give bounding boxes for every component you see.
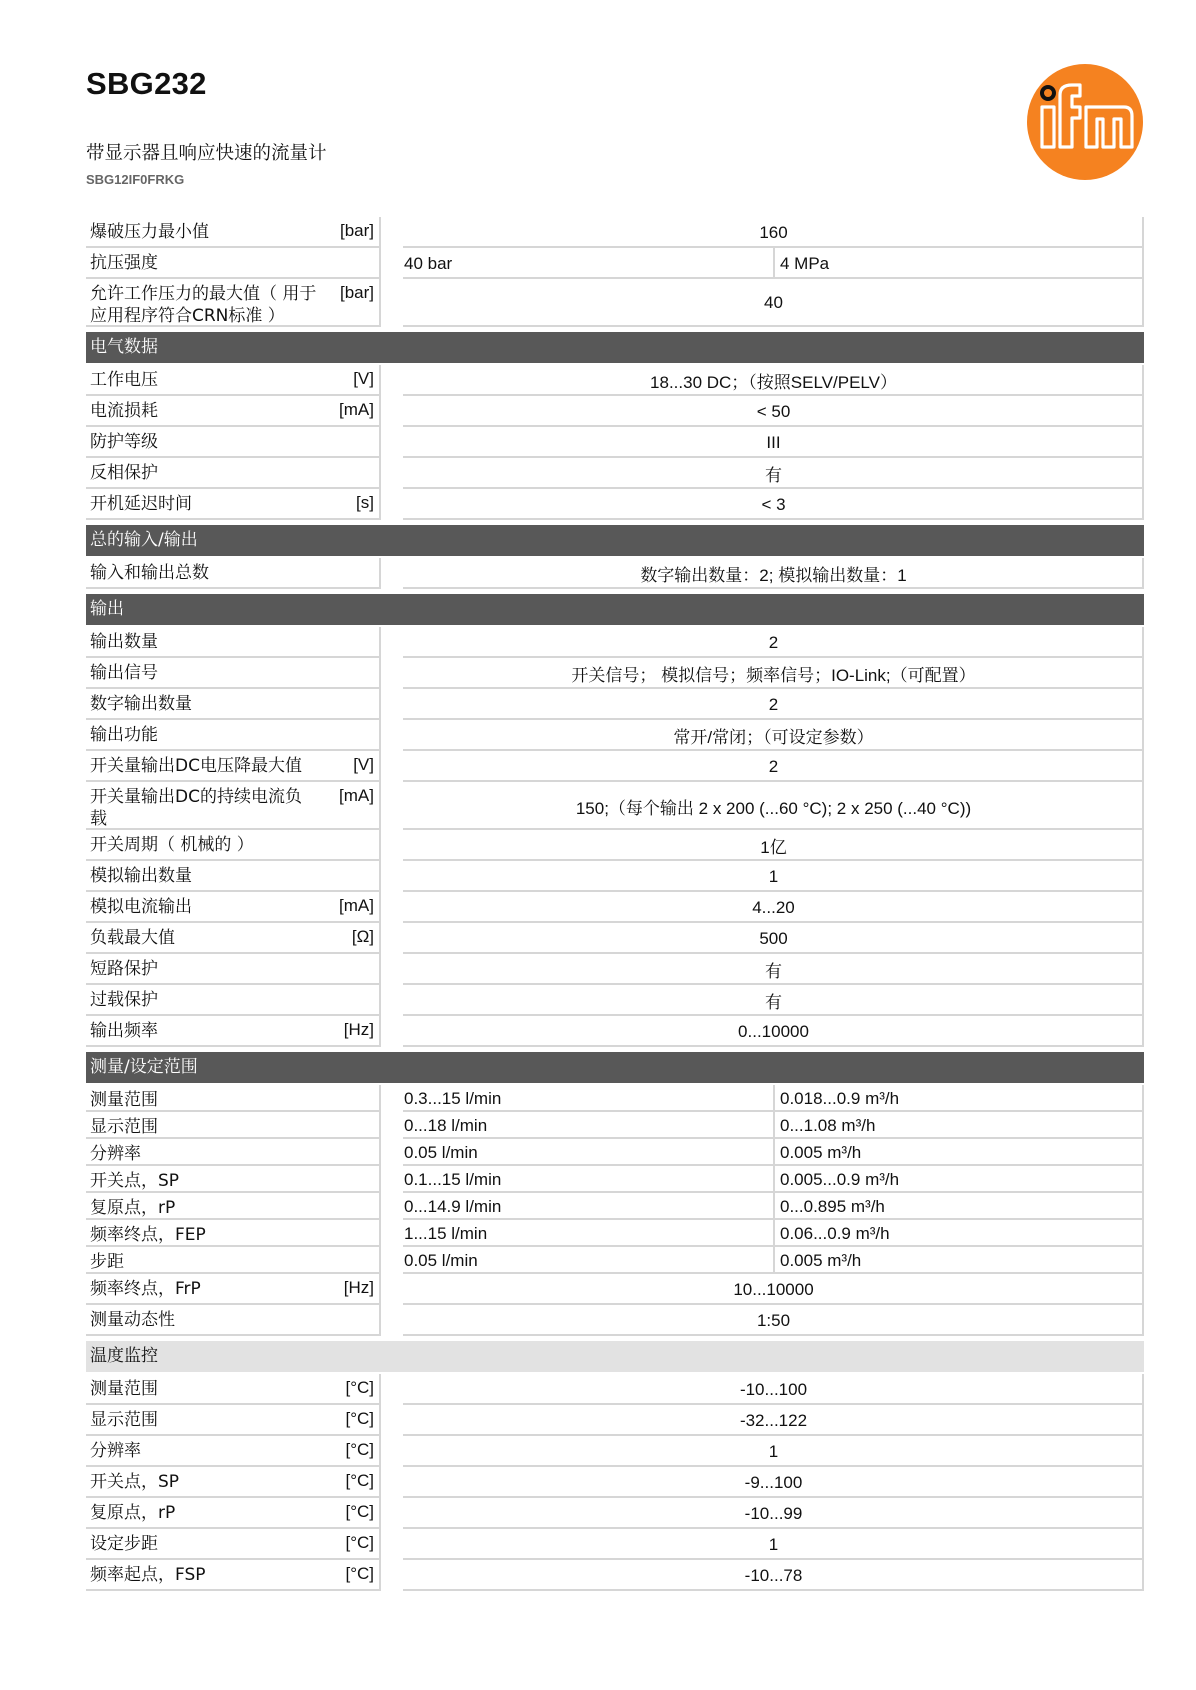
spec-value: 500 — [759, 928, 788, 948]
spec-row — [86, 489, 1144, 520]
spec-row — [86, 1436, 1144, 1467]
spec-table — [86, 217, 1144, 1591]
spec-value-primary: 1...15 l/min — [403, 1220, 775, 1247]
spec-value-secondary: 0.06...0.9 m³/h — [780, 1223, 890, 1243]
spec-label: 复原点，rP — [90, 1198, 176, 1218]
spec-label-cell — [86, 217, 381, 248]
spec-value: 10...10000 — [733, 1279, 814, 1299]
spec-value: < 3 — [761, 494, 786, 514]
spec-value-cell — [403, 627, 1144, 658]
spec-value-cell — [403, 558, 1144, 589]
spec-row — [86, 1305, 1144, 1336]
spec-value: -9...100 — [744, 1472, 803, 1492]
spec-label-cell — [86, 365, 381, 396]
product-title: SBG232 — [86, 66, 207, 101]
spec-label-cell — [86, 861, 381, 892]
spec-label: 输出数量 — [90, 632, 158, 652]
spec-value-cell — [403, 1560, 1144, 1591]
spec-value-primary: 0.05 l/min — [403, 1139, 775, 1166]
spec-label-cell — [86, 1498, 381, 1529]
spec-unit: [°C] — [345, 1471, 374, 1490]
spec-value: III — [766, 432, 781, 452]
spec-label-cell — [86, 954, 381, 985]
spec-value-cell — [403, 1436, 1144, 1467]
spec-label-cell — [86, 396, 381, 427]
spec-row — [86, 558, 1144, 589]
spec-row — [86, 923, 1144, 954]
spec-value-cell — [403, 489, 1144, 520]
spec-label: 模拟输出数量 — [90, 866, 192, 886]
spec-label-cell — [86, 1467, 381, 1498]
spec-label-cell — [86, 720, 381, 751]
spec-label-cell — [86, 689, 381, 720]
spec-value-cell — [403, 427, 1144, 458]
spec-label: 开关点，SP — [90, 1171, 180, 1191]
spec-value-primary: 0.3...15 l/min — [403, 1085, 775, 1112]
spec-row — [86, 658, 1144, 689]
spec-unit: [Hz] — [343, 1020, 374, 1039]
spec-value-cell — [403, 1247, 1144, 1274]
spec-unit: [mA] — [339, 400, 374, 419]
spec-label: 输出信号 — [90, 663, 158, 683]
spec-value-cell — [403, 1166, 1144, 1193]
spec-value-cell — [403, 279, 1144, 327]
spec-value-cell — [403, 1305, 1144, 1336]
spec-row — [86, 892, 1144, 923]
spec-value-cell — [403, 1139, 1144, 1166]
spec-label-cell — [86, 627, 381, 658]
spec-value: 1亿 — [760, 838, 787, 857]
spec-row — [86, 458, 1144, 489]
spec-label: 抗压强度 — [90, 253, 158, 273]
spec-value: -10...99 — [744, 1503, 803, 1523]
spec-label-cell — [86, 1374, 381, 1405]
spec-value: 开关信号； 模拟信号；频率信号；IO-Link;（可配置） — [571, 666, 976, 685]
spec-value-primary: 0...18 l/min — [403, 1112, 775, 1139]
spec-value-cell — [403, 1274, 1144, 1305]
spec-label-cell — [86, 985, 381, 1016]
spec-value-secondary: 0.005 m³/h — [780, 1250, 862, 1270]
spec-value: 1 — [768, 1534, 779, 1554]
spec-value: < 50 — [756, 401, 791, 421]
spec-value-cell — [403, 1467, 1144, 1498]
spec-value: 18...30 DC；（按照SELV/PELV） — [650, 373, 897, 392]
spec-value-secondary: 0.005...0.9 m³/h — [780, 1169, 900, 1189]
spec-value-cell — [403, 1085, 1144, 1112]
spec-label: 频率终点，FrP — [90, 1279, 201, 1299]
spec-label: 电流损耗 — [90, 401, 158, 421]
section-header: 输出 — [86, 594, 1144, 625]
spec-label: 开关周期（ 机械的 ） — [90, 835, 254, 855]
spec-label-cell — [86, 1529, 381, 1560]
section-header: 电气数据 — [86, 332, 1144, 363]
spec-value-primary: 40 bar — [403, 248, 775, 279]
spec-value-secondary: 0...0.895 m³/h — [780, 1196, 885, 1216]
spec-label-cell — [86, 458, 381, 489]
spec-label-cell — [86, 1247, 381, 1274]
spec-value: 40 — [764, 293, 783, 312]
spec-label: 设定步距 — [90, 1534, 158, 1554]
spec-label-cell — [86, 1112, 381, 1139]
spec-value-cell — [403, 985, 1144, 1016]
section-header: 总的输入/输出 — [86, 525, 1144, 556]
spec-label: 频率起点，FSP — [90, 1565, 206, 1585]
spec-value: 有 — [765, 993, 782, 1012]
spec-value: -32...122 — [739, 1410, 808, 1430]
spec-row — [86, 1139, 1144, 1166]
spec-label-cell — [86, 558, 381, 589]
spec-value-cell — [403, 720, 1144, 751]
spec-value: 2 — [768, 756, 779, 776]
spec-value-cell — [403, 458, 1144, 489]
spec-label-cell — [86, 923, 381, 954]
spec-label-cell — [86, 1166, 381, 1193]
section-header: 温度监控 — [86, 1341, 1144, 1372]
spec-unit: [mA] — [339, 896, 374, 915]
spec-row — [86, 861, 1144, 892]
spec-unit: [°C] — [345, 1502, 374, 1521]
spec-value-cell — [403, 1193, 1144, 1220]
spec-unit: [mA] — [339, 786, 374, 805]
spec-row — [86, 279, 1144, 327]
spec-label-cell — [86, 1193, 381, 1220]
spec-unit: [°C] — [345, 1564, 374, 1583]
spec-value-cell — [403, 830, 1144, 861]
spec-label-cell — [86, 782, 381, 830]
spec-value-cell — [403, 1374, 1144, 1405]
spec-label: 显示范围 — [90, 1410, 158, 1430]
spec-label: 复原点，rP — [90, 1503, 176, 1523]
spec-label: 短路保护 — [90, 959, 158, 979]
spec-label: 输出功能 — [90, 725, 158, 745]
spec-row — [86, 1247, 1144, 1274]
spec-label: 开关量输出DC电压降最大值 — [90, 756, 302, 776]
spec-value-cell — [403, 396, 1144, 427]
spec-label: 开关量输出DC的持续电流负载 — [90, 787, 302, 829]
spec-label-cell — [86, 1016, 381, 1047]
spec-label-cell — [86, 1305, 381, 1336]
spec-row — [86, 954, 1144, 985]
spec-label-cell — [86, 892, 381, 923]
spec-label-cell — [86, 1274, 381, 1305]
spec-label-cell — [86, 1436, 381, 1467]
spec-unit: [°C] — [345, 1378, 374, 1397]
spec-row — [86, 985, 1144, 1016]
spec-unit: [°C] — [345, 1440, 374, 1459]
spec-label: 防护等级 — [90, 432, 158, 452]
spec-label: 频率终点，FEP — [90, 1225, 206, 1245]
spec-label-cell — [86, 658, 381, 689]
spec-value-cell — [403, 658, 1144, 689]
product-subtitle: 带显示器且响应快速的流量计 — [86, 143, 327, 164]
spec-unit: [Ω] — [351, 927, 374, 946]
section-header: 测量/设定范围 — [86, 1052, 1144, 1083]
spec-row — [86, 751, 1144, 782]
spec-label-cell — [86, 1560, 381, 1591]
spec-row — [86, 1560, 1144, 1591]
spec-value-secondary: 0.018...0.9 m³/h — [780, 1088, 900, 1108]
spec-value-primary: 0.1...15 l/min — [403, 1166, 775, 1193]
spec-value-cell — [403, 365, 1144, 396]
spec-value-secondary: 4 MPa — [780, 253, 830, 273]
spec-value-cell — [403, 892, 1144, 923]
spec-label: 分辨率 — [90, 1441, 141, 1461]
spec-row — [86, 1112, 1144, 1139]
spec-unit: [°C] — [345, 1409, 374, 1428]
spec-value: 1 — [768, 1441, 779, 1461]
spec-row — [86, 830, 1144, 861]
spec-row — [86, 627, 1144, 658]
spec-row — [86, 1529, 1144, 1560]
spec-label: 模拟电流输出 — [90, 897, 192, 917]
spec-label: 工作电压 — [90, 370, 158, 390]
spec-value: 2 — [768, 694, 779, 714]
spec-row — [86, 720, 1144, 751]
spec-value-cell — [403, 782, 1144, 830]
spec-value: 1 — [768, 866, 779, 886]
spec-value: 有 — [765, 466, 782, 485]
spec-label: 允许工作压力的最大值（ 用于应用程序符合CRN标准 ） — [90, 284, 317, 326]
spec-unit: [Hz] — [343, 1278, 374, 1297]
spec-label-cell — [86, 751, 381, 782]
spec-value-cell — [403, 1498, 1144, 1529]
spec-value: 常开/常闭；（可设定参数） — [673, 728, 874, 747]
spec-value: 1:50 — [756, 1310, 791, 1330]
spec-label-cell — [86, 830, 381, 861]
spec-row — [86, 1016, 1144, 1047]
spec-label: 分辨率 — [90, 1144, 141, 1164]
spec-row — [86, 1166, 1144, 1193]
spec-row — [86, 1220, 1144, 1247]
spec-value: 2 — [768, 632, 779, 652]
spec-row — [86, 1405, 1144, 1436]
spec-label: 开关点，SP — [90, 1472, 180, 1492]
spec-label: 测量范围 — [90, 1090, 158, 1110]
spec-row — [86, 1193, 1144, 1220]
spec-value-cell — [403, 217, 1144, 248]
spec-value-cell — [403, 861, 1144, 892]
spec-label: 反相保护 — [90, 463, 158, 483]
spec-unit: [V] — [353, 369, 374, 388]
spec-label: 负载最大值 — [90, 928, 175, 948]
ifm-logo — [1026, 63, 1144, 181]
spec-value: -10...100 — [739, 1379, 808, 1399]
spec-label: 显示范围 — [90, 1117, 158, 1137]
spec-label-cell — [86, 1085, 381, 1112]
spec-value-cell — [403, 751, 1144, 782]
spec-label: 步距 — [90, 1252, 124, 1272]
spec-label: 爆破压力最小值 — [90, 222, 209, 242]
spec-label: 输出频率 — [90, 1021, 158, 1041]
spec-label-cell — [86, 427, 381, 458]
spec-row — [86, 1467, 1144, 1498]
spec-label-cell — [86, 1405, 381, 1436]
spec-label: 开机延迟时间 — [90, 494, 192, 514]
spec-row — [86, 217, 1144, 248]
spec-value: 150;（每个输出 2 x 200 (...60 °C); 2 x 250 (...40 °C)) — [575, 798, 972, 818]
spec-label: 数字输出数量 — [90, 694, 192, 714]
spec-row — [86, 1374, 1144, 1405]
spec-value-secondary: 0...1.08 m³/h — [780, 1115, 876, 1135]
spec-row — [86, 396, 1144, 427]
spec-row — [86, 1274, 1144, 1305]
spec-value: 4...20 — [752, 897, 795, 917]
spec-label: 输入和输出总数 — [90, 563, 209, 583]
spec-unit: [V] — [353, 755, 374, 774]
spec-row — [86, 689, 1144, 720]
spec-label-cell — [86, 248, 381, 279]
spec-value-primary: 0.05 l/min — [403, 1247, 775, 1274]
spec-value-cell — [403, 1529, 1144, 1560]
spec-value-cell — [403, 1405, 1144, 1436]
spec-label-cell — [86, 1139, 381, 1166]
spec-label: 测量范围 — [90, 1379, 158, 1399]
spec-value: 有 — [765, 962, 782, 981]
spec-value-cell — [403, 954, 1144, 985]
spec-label-cell — [86, 279, 381, 327]
spec-value: 数字输出数量：2; 模拟输出数量：1 — [640, 566, 907, 585]
spec-unit: [bar] — [339, 221, 374, 240]
spec-value-cell — [403, 923, 1144, 954]
spec-value-cell — [403, 248, 1144, 279]
spec-value-cell — [403, 1220, 1144, 1247]
spec-unit: [s] — [356, 493, 374, 512]
spec-label: 测量动态性 — [90, 1310, 175, 1330]
article-code: SBG12IF0FRKG — [86, 172, 185, 187]
spec-value-cell — [403, 1112, 1144, 1139]
spec-value-cell — [403, 1016, 1144, 1047]
spec-label: 过载保护 — [90, 990, 158, 1010]
spec-value: 160 — [759, 222, 788, 242]
spec-unit: [bar] — [339, 283, 374, 302]
spec-row — [86, 427, 1144, 458]
spec-unit: [°C] — [345, 1533, 374, 1552]
spec-label-cell — [86, 1220, 381, 1247]
spec-row — [86, 1498, 1144, 1529]
spec-value-secondary: 0.005 m³/h — [780, 1142, 862, 1162]
spec-value-cell — [403, 689, 1144, 720]
spec-value-primary: 0...14.9 l/min — [403, 1193, 775, 1220]
spec-label-cell — [86, 489, 381, 520]
spec-value: -10...78 — [744, 1565, 803, 1585]
spec-row — [86, 365, 1144, 396]
spec-row — [86, 782, 1144, 830]
spec-row — [86, 1085, 1144, 1112]
spec-row — [86, 248, 1144, 279]
spec-value: 0...10000 — [738, 1021, 809, 1041]
